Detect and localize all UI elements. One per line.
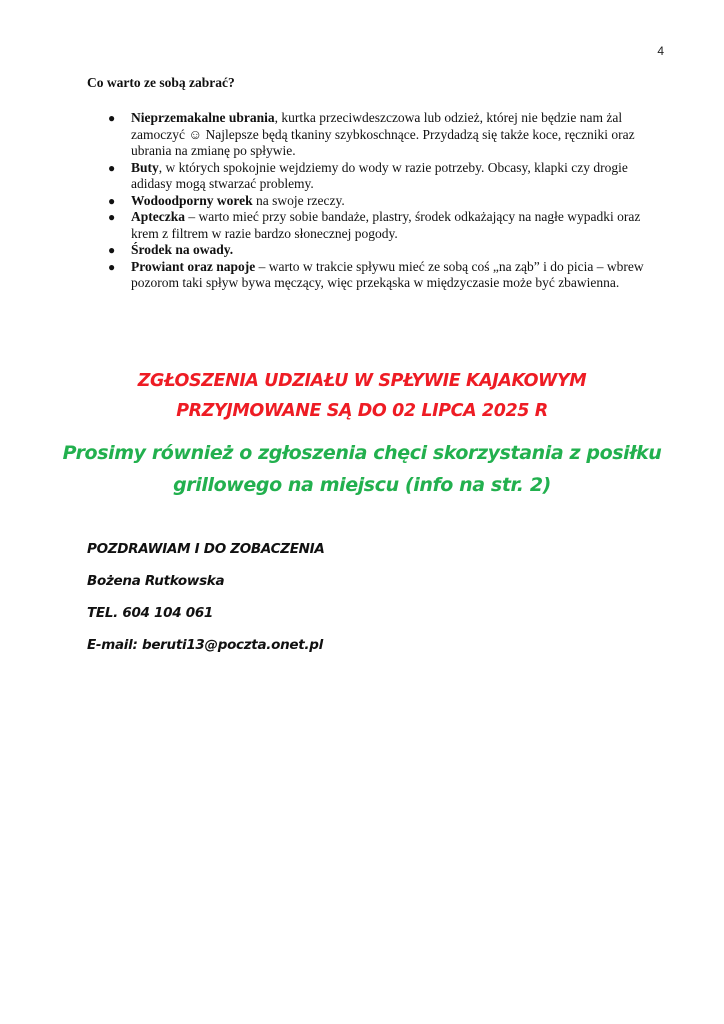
notice-line: Prosimy również o zgłoszenia chęci skorzystania z posiłku [62, 442, 662, 464]
bullet-icon: ● [108, 259, 116, 274]
bullet-icon: ● [108, 210, 116, 224]
registration-deadline-notice [62, 366, 662, 426]
list-item [108, 259, 668, 292]
page-number: 4 [657, 44, 664, 58]
notice-line: PRZYJMOWANE SĄ DO 02 LIPCA 2025 R [176, 401, 548, 421]
item-text: – warto w trakcie spływu mieć ze sobą coś „na ząb” i do picia – wbrew pozorom taki spływ bywa męczący, więc przekąska w międzyczasie może być zbawienna. [131, 258, 644, 290]
notice-line: ZGŁOSZENIA UDZIAŁU W SPŁYWIE KAJAKOWYM [137, 371, 587, 391]
signature-name: Bożena Rutkowska [87, 573, 225, 589]
bullet-icon: ● [108, 111, 116, 125]
list-item [108, 160, 668, 193]
item-title: Buty [131, 159, 159, 175]
list-item [108, 193, 668, 210]
item-title: Prowiant oraz napoje [131, 258, 256, 274]
phone-number: TEL. 604 104 061 [87, 605, 214, 621]
list-item [108, 242, 668, 259]
item-text: , kurtka przeciwdeszczowa lub odzież, której nie będzie nam żal zamoczyć ☺ Najlepsze będą tkaniny szybkoschnące. Przydadzą się także koce, ręczniki oraz ubrania na zmianę po spływie. [131, 110, 635, 158]
list-item [108, 209, 668, 242]
grill-meal-notice [62, 437, 662, 501]
notice-line: grillowego na miejscu (info na str. 2) [173, 474, 551, 496]
item-title: Środek na owady. [131, 242, 234, 257]
bullet-icon: ● [108, 160, 116, 175]
list-item [108, 110, 668, 160]
bullet-icon: ● [108, 193, 116, 208]
item-title: Nieprzemakalne ubrania [131, 110, 275, 125]
item-title: Apteczka [131, 209, 185, 224]
packing-list [108, 110, 668, 292]
item-text: – warto mieć przy sobie bandaże, plastry, środek odkażający na nagłe wypadki oraz krem z filtrem w razie bardzo słonecznej pogody. [131, 209, 641, 241]
section-heading: Co warto ze sobą zabrać? [87, 75, 235, 90]
email-address: E-mail: beruti13@poczta.onet.pl [87, 637, 323, 653]
greeting: POZDRAWIAM I DO ZOBACZENIA [87, 541, 325, 557]
item-title: Wodoodporny worek [131, 192, 253, 208]
item-text: na swoje rzeczy. [252, 192, 345, 208]
bullet-icon: ● [108, 243, 116, 257]
item-text: , w których spokojnie wejdziemy do wody w razie potrzeby. Obcasy, klapki czy drogie adidasy mogą stwarzać problemy. [131, 159, 628, 191]
